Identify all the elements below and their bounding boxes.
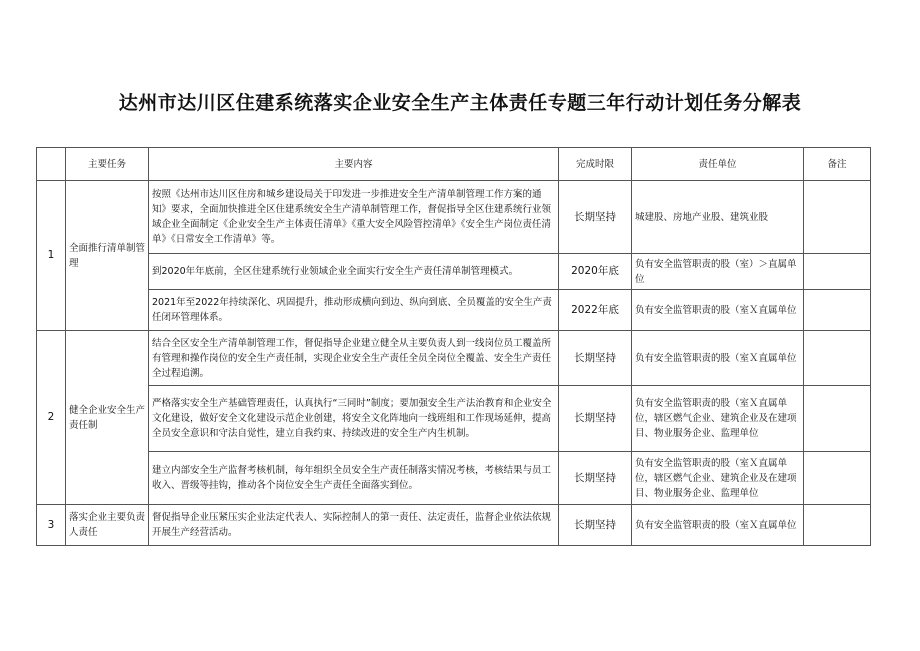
deadline-cell: 长期坚持	[559, 331, 632, 386]
content-cell: 按照《达州市达川区住房和城乡建设局关于印发进一步推进安全生产清单制管理工作方案的通知》要求，全面加快推进全区住建系统安全生产清单制管理工作，督促指导全区住建系统行业领域企业全面制定《企业安全生产主体责任清单》《重大安全风险管控清单》《安全生产岗位责任清单》《日常安全工作清单》等。	[149, 181, 559, 254]
task-name: 健全企业安全生产责任制	[66, 331, 149, 505]
deadline-cell: 长期坚持	[559, 181, 632, 254]
deadline-cell: 2020年底	[559, 254, 632, 290]
task-name: 全面推行清单制管理	[66, 181, 149, 331]
remark-cell	[804, 386, 871, 452]
remark-cell	[804, 505, 871, 546]
unit-cell: 负有安全监管职责的股（室Ｘ直属单位	[632, 505, 804, 546]
task-table	[36, 147, 871, 546]
table-row	[37, 181, 871, 254]
content-cell: 2021年至2022年持续深化、巩固提升，推动形成横向到边、纵向到底、全员覆盖的安全生产责任闭环管理体系。	[149, 290, 559, 331]
remark-cell	[804, 290, 871, 331]
unit-cell: 负有安全监管职责的股（室Ｘ直属单位	[632, 290, 804, 331]
deadline-cell: 长期坚持	[559, 505, 632, 546]
table-row	[37, 290, 871, 331]
unit-cell: 城建股、房地产业股、建筑业股	[632, 181, 804, 254]
deadline-cell: 长期坚持	[559, 452, 632, 505]
header-unit: 责任单位	[632, 148, 804, 181]
remark-cell	[804, 254, 871, 290]
table-row	[37, 331, 871, 386]
header-content: 主要内容	[149, 148, 559, 181]
table-row	[37, 254, 871, 290]
remark-cell	[804, 181, 871, 254]
table-row	[37, 505, 871, 546]
content-cell: 结合全区安全生产清单制管理工作，督促指导企业建立健全从主要负责人到一线岗位员工覆盖所有管理和操作岗位的安全生产责任制，实现企业安全生产责任全员全岗位全覆盖、安全生产责任全过程追溯。	[149, 331, 559, 386]
header-index	[37, 148, 66, 181]
table-header-row	[37, 148, 871, 181]
content-cell: 建立内部安全生产监督考核机制，每年组织全员安全生产责任制落实情况考核，考核结果与员工收入、晋级等挂钩，推动各个岗位安全生产责任全面落实到位。	[149, 452, 559, 505]
header-remark: 备注	[804, 148, 871, 181]
page-title: 达州市达川区住建系统落实企业安全生产主体责任专题三年行动计划任务分解表	[118, 92, 802, 114]
unit-cell: 负有安全监管职责的股（室）＞直属单位	[632, 254, 804, 290]
content-cell: 到2020年年底前，全区住建系统行业领域企业全面实行安全生产责任清单制管理模式。	[149, 254, 559, 290]
header-task: 主要任务	[66, 148, 149, 181]
remark-cell	[804, 331, 871, 386]
task-index: 1	[37, 181, 66, 331]
content-cell: 严格落实安全生产基础管理责任，认真执行“三同时”制度；要加强安全生产法治教育和企业安全文化建设，做好安全文化建设示范企业创建，将安全文化阵地向一线班组和工作现场延伸，提高全员安全意识和守法自觉性，建立自我约束、持续改进的安全生产内生机制。	[149, 386, 559, 452]
table-row	[37, 386, 871, 452]
table-row	[37, 452, 871, 505]
unit-cell: 负有安全监管职责的股（室Ｘ直属单位	[632, 331, 804, 386]
content-cell: 督促指导企业压紧压实企业法定代表人、实际控制人的第一责任、法定责任，监督企业依法依规开展生产经营活动。	[149, 505, 559, 546]
unit-cell: 负有安全监管职责的股（室Ｘ直属单位，辖区燃气企业、建筑企业及在建项目、物业服务企业、监理单位	[632, 452, 804, 505]
task-index: 2	[37, 331, 66, 505]
remark-cell	[804, 452, 871, 505]
deadline-cell: 2022年底	[559, 290, 632, 331]
task-index: 3	[37, 505, 66, 546]
header-deadline: 完成时限	[559, 148, 632, 181]
deadline-cell: 长期坚持	[559, 386, 632, 452]
task-name: 落实企业主要负责人责任	[66, 505, 149, 546]
unit-cell: 负有安全监管职责的股（室Ｘ直属单位，辖区燃气企业、建筑企业及在建项目、物业服务企业、监理单位	[632, 386, 804, 452]
